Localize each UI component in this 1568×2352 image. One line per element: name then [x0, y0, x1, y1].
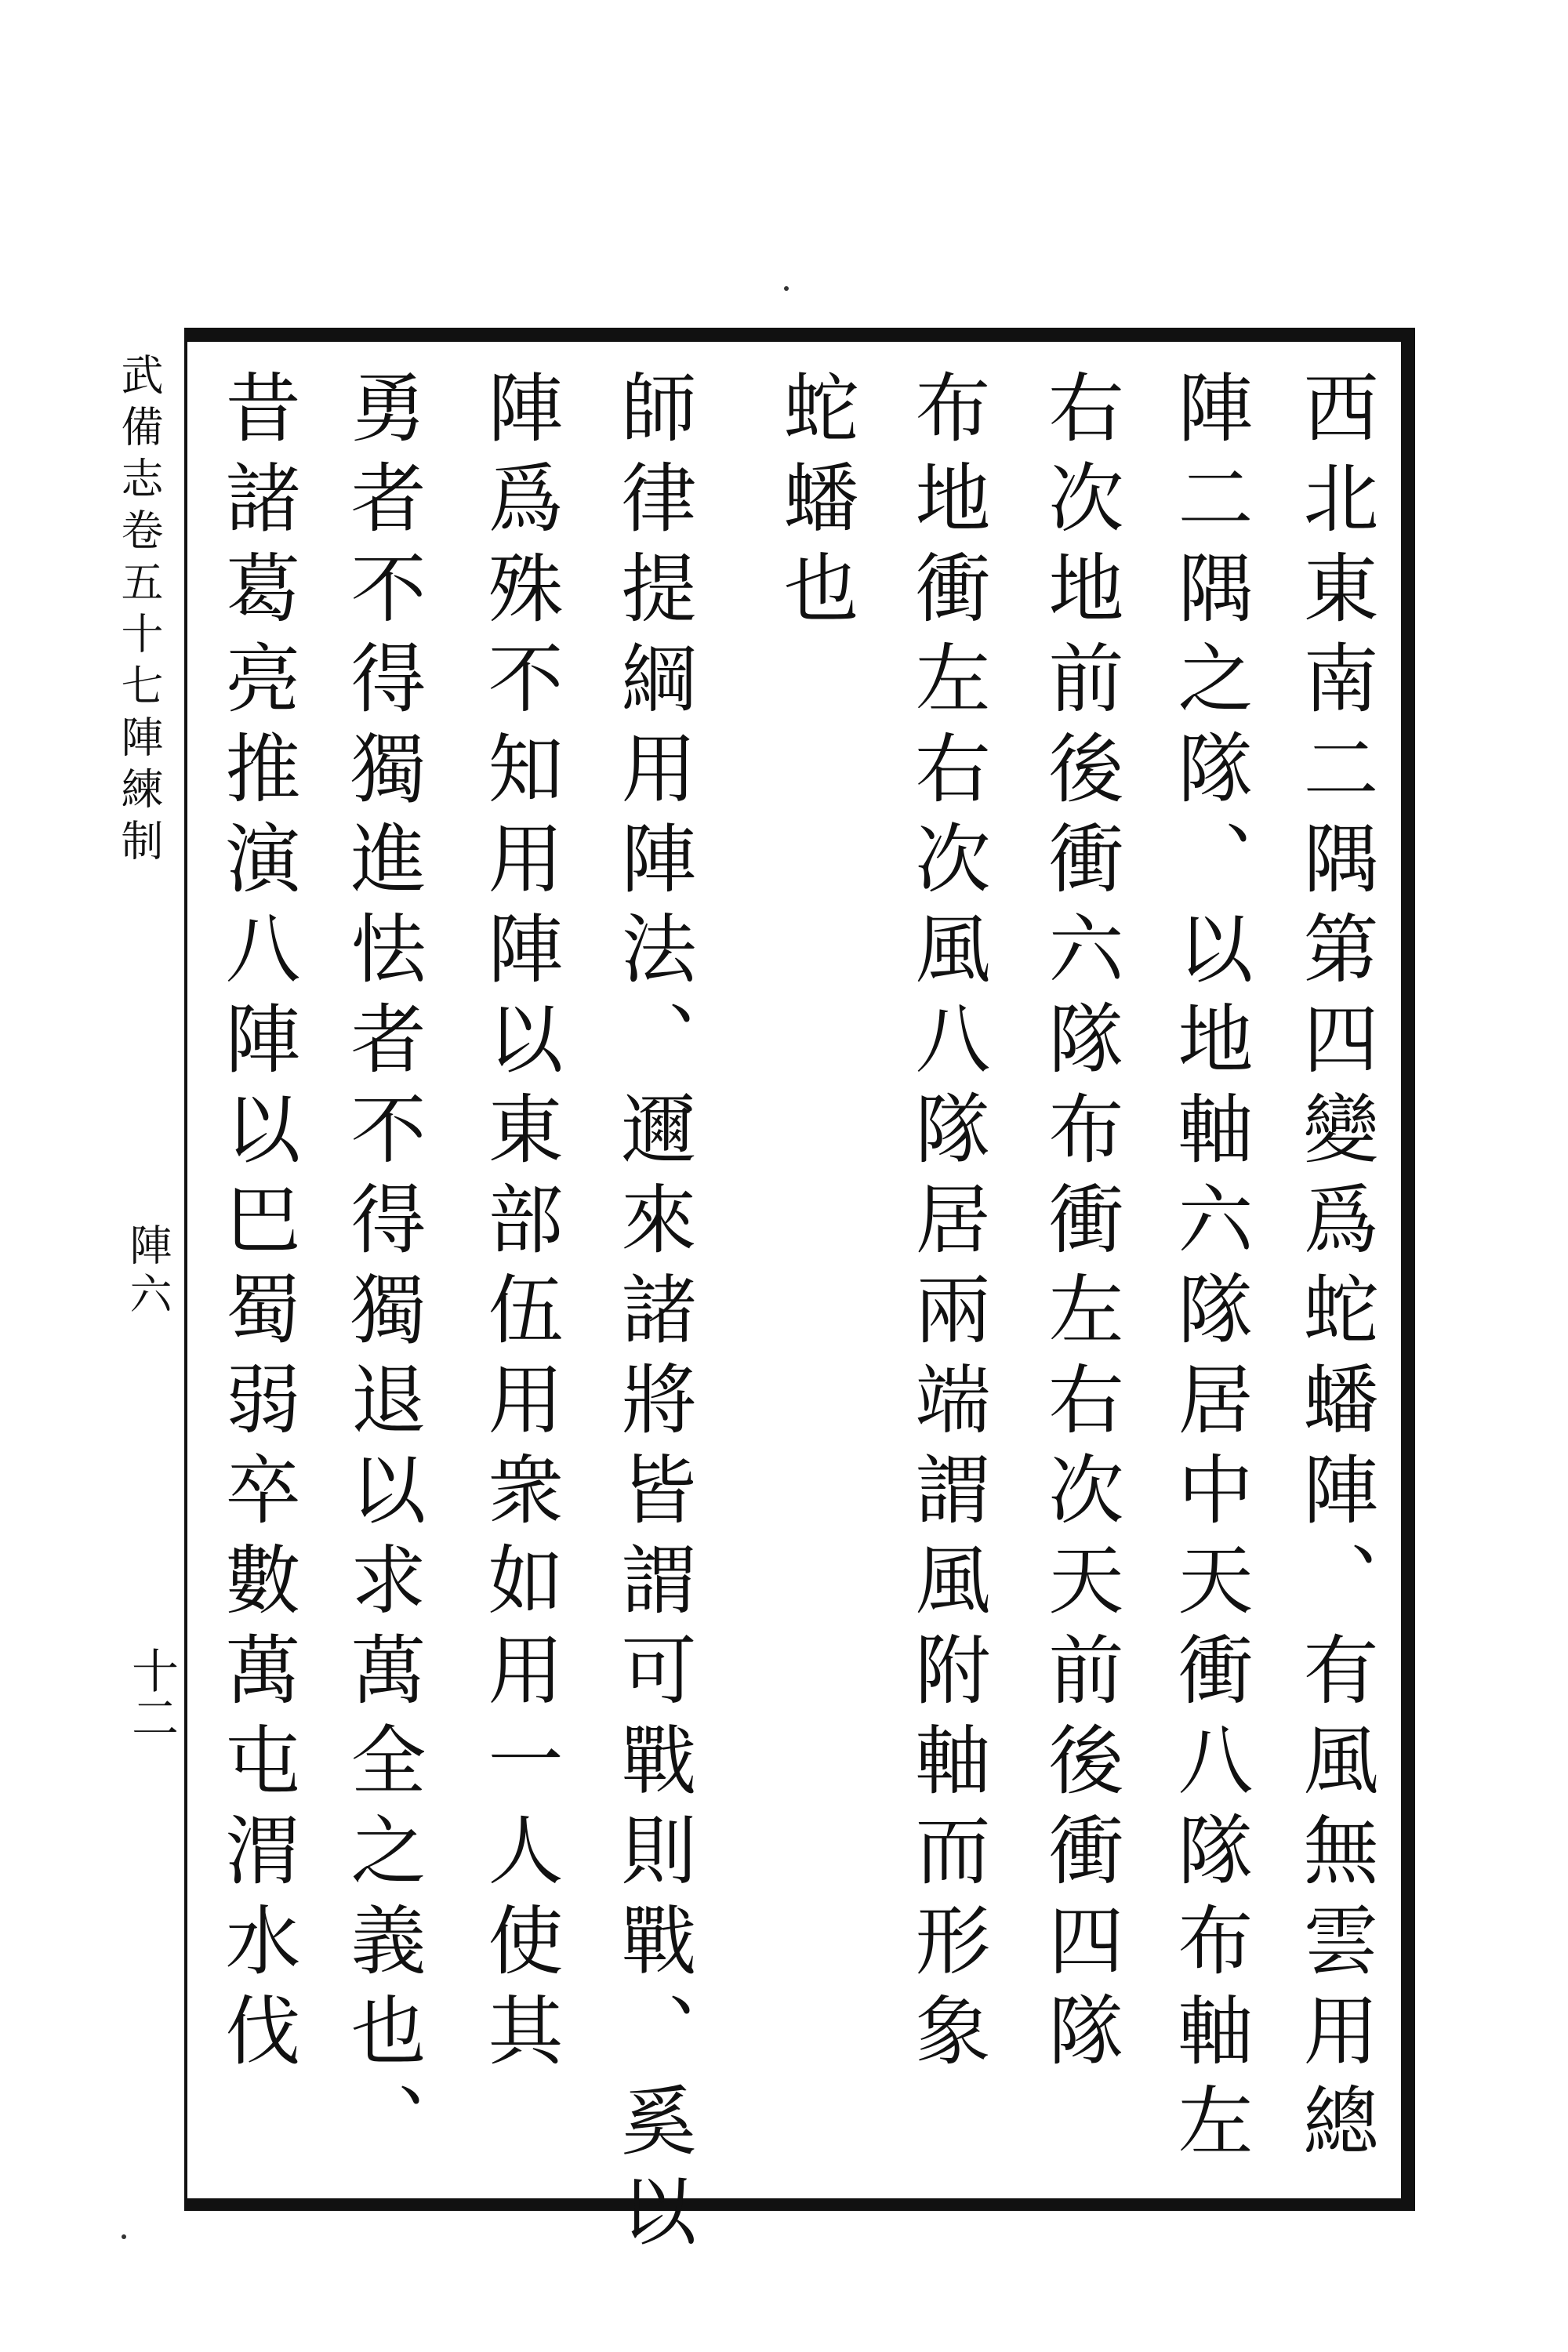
text-column-6: 師律提綱用陣法、邇來諸將皆謂可戰則戰、奚以: [609, 368, 697, 2262]
margin-folio-number: 十二: [124, 1646, 179, 1740]
text-column-8: 勇者不得獨進怯者不得獨退以求萬全之義也、: [339, 368, 426, 2172]
text-column-4: 布地衝左右次風八隊居兩端謂風附軸而形象: [903, 368, 991, 2082]
text-column-1: 西北東南二隅第四變爲蛇蟠陣、有風無雲用總: [1291, 368, 1379, 2172]
text-column-5: 蛇蟠也: [771, 368, 859, 639]
text-column-7: 陣爲殊不知用陣以東部伍用衆如用一人使其: [476, 368, 564, 2082]
inner-rule: [184, 342, 187, 2198]
ink-speck: [784, 286, 789, 291]
ink-speck: [122, 2234, 126, 2239]
text-column-2: 陣二隅之隊、以地軸六隊居中天衝八隊布軸左: [1166, 368, 1254, 2172]
margin-section-label: 陣六: [123, 1223, 172, 1320]
text-column-9: 昔諸葛亮推演八陣以巴蜀弱卒數萬屯渭水伐: [213, 368, 301, 2082]
text-column-3: 右次地前後衝六隊布衝左右次天前後衝四隊: [1036, 368, 1124, 2082]
margin-book-title: 武備志卷五十七陣練制: [114, 353, 164, 870]
